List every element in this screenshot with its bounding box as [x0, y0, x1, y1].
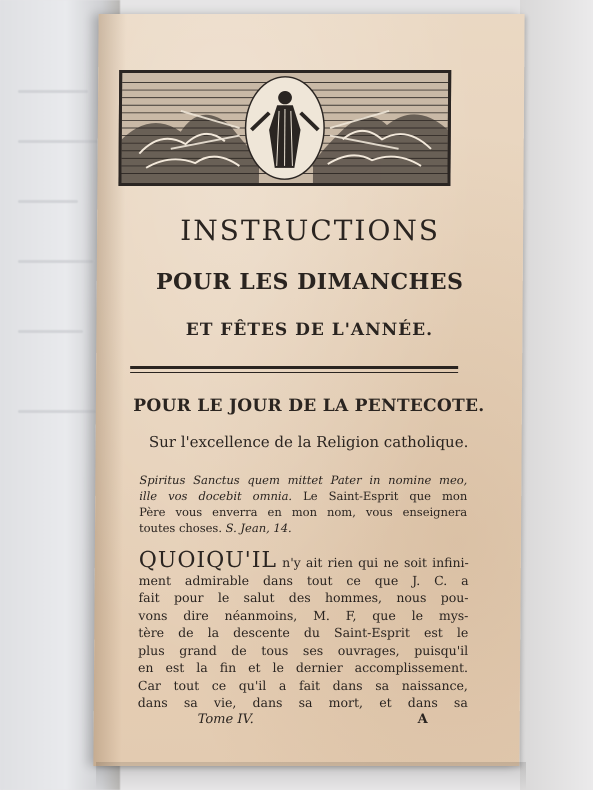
body-line: n'y ait rien qui ne soit infini- — [282, 555, 469, 570]
epigraph-quote — [139, 472, 467, 536]
section-subheading: Sur l'excellence de la Religion catholique. — [148, 433, 469, 451]
book-title-line1: INSTRUCTIONS — [180, 214, 441, 247]
page-footer — [198, 712, 428, 727]
woodcut-illustration — [121, 73, 448, 183]
body-line: plus grand de tous ses ouvrages, puisqu'il — [138, 642, 469, 658]
quote-reference: S. Jean, 14. — [225, 521, 292, 535]
body-paragraph — [137, 548, 469, 712]
double-rule-thick — [130, 366, 458, 369]
quote-latin-2: ille vos docebit omnia. — [139, 489, 293, 503]
body-line: Car tout ce qu'il a fait dans sa naissance, — [137, 677, 468, 693]
book-page — [93, 14, 524, 766]
body-line: fait pour le salut des hommes, nous pou- — [138, 590, 469, 605]
quote-french-2: Père vous enverra en mon nom, vous enseignera — [139, 505, 468, 519]
body-line: tère de la descente du Saint-Esprit est le — [138, 625, 469, 640]
body-line: ment admirable dans tout ce que J. C. a — [138, 572, 469, 588]
book-title-line3: ET FÊTES DE L'ANNÉE. — [185, 320, 434, 340]
woodcut-christ-vignette — [118, 70, 451, 186]
body-dropcap-word: QUOIQU'IL — [138, 548, 278, 573]
section-heading: POUR LE JOUR DE LA PENTECOTE. — [133, 396, 485, 416]
body-line: vons dire néanmoins, M. F, que le mys- — [138, 607, 469, 623]
book-title-line2: POUR LES DIMANCHES — [155, 269, 464, 295]
double-rule-thin — [130, 372, 458, 373]
quote-latin-1: Spiritus Sanctus quem mittet Pater in nomine meo, — [139, 473, 468, 487]
page-bottom-shadow — [96, 762, 526, 790]
quote-french-1: Le Saint-Esprit que mon — [303, 489, 468, 503]
background-surface — [520, 0, 593, 790]
body-line: dans sa vie, dans sa mort, et dans sa — [137, 695, 468, 710]
body-line: en est la fin et le dernier accomplissement. — [138, 660, 469, 675]
signature-mark: A — [417, 712, 428, 727]
quote-french-3: toutes choses. — [138, 521, 223, 535]
footer-tome: Tome IV. — [197, 712, 254, 727]
